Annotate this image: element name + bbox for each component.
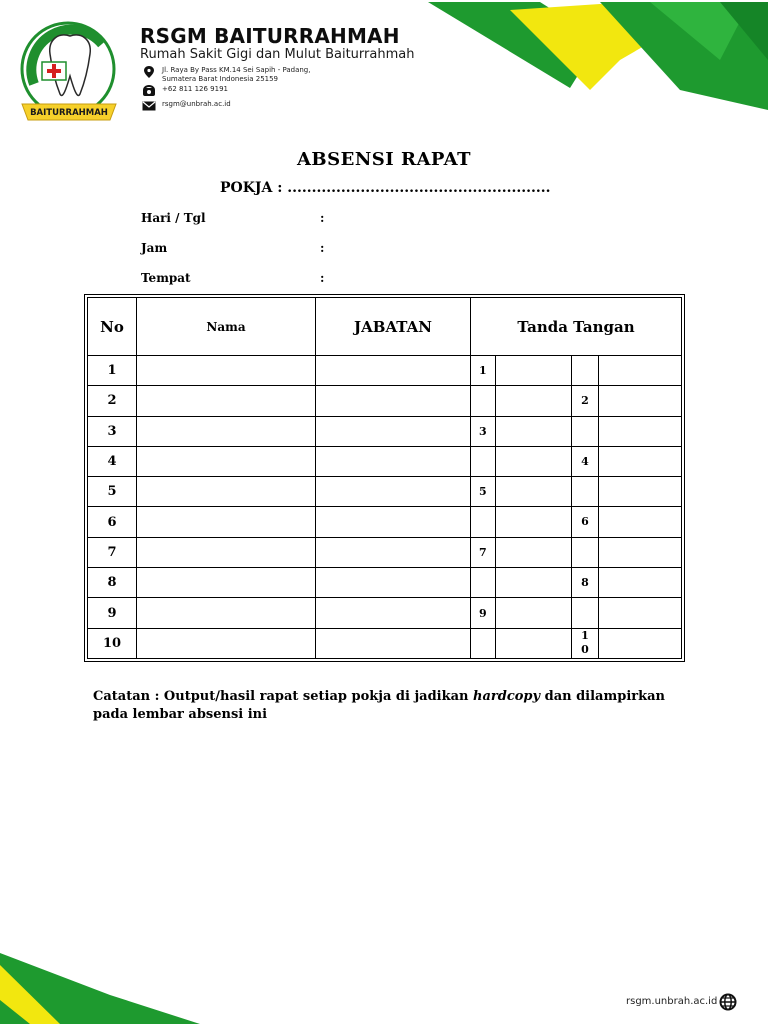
header-tanda-tangan: Tanda Tangan	[471, 298, 682, 356]
signature-right-cell[interactable]	[599, 477, 682, 507]
jabatan-cell[interactable]	[316, 386, 471, 416]
jabatan-cell[interactable]	[316, 416, 471, 446]
address-line-1: Jl. Raya By Pass KM.14 Sei Sapih - Padang,	[162, 66, 311, 74]
signature-left-cell[interactable]	[496, 568, 572, 598]
signature-right-number: 2	[572, 386, 599, 416]
signature-left-number: 9	[471, 598, 496, 628]
org-name: RSGM BAITURRAHMAH	[140, 24, 400, 48]
signature-left-cell[interactable]	[496, 537, 572, 567]
jabatan-cell[interactable]	[316, 537, 471, 567]
signature-left-cell[interactable]	[496, 386, 572, 416]
note-italic: hardcopy	[473, 689, 541, 704]
org-subtitle: Rumah Sakit Gigi dan Mulut Baiturrahmah	[140, 47, 415, 62]
field-colon: :	[320, 211, 325, 225]
signature-right-cell[interactable]	[599, 356, 682, 386]
signature-left-number: 7	[471, 537, 496, 567]
row-number: 8	[88, 568, 137, 598]
signature-right-number	[572, 356, 599, 386]
note-suffix: dan dilampirkan pada lembar absensi ini	[93, 689, 665, 722]
envelope-icon	[142, 100, 156, 112]
attendance-table	[87, 297, 682, 659]
signature-left-cell[interactable]	[496, 446, 572, 476]
signature-right-number: 1 0	[572, 628, 599, 658]
signature-left-cell[interactable]	[496, 507, 572, 537]
signature-right-number	[572, 598, 599, 628]
signature-right-cell[interactable]	[599, 628, 682, 658]
email-address: rsgm@unbrah.ac.id	[162, 100, 231, 108]
row-number: 5	[88, 477, 137, 507]
row-number: 9	[88, 598, 137, 628]
row-number: 3	[88, 416, 137, 446]
table-row	[88, 507, 682, 537]
globe-icon	[719, 993, 737, 1011]
footer-corner-decoration	[0, 945, 230, 1024]
table-row	[88, 628, 682, 658]
signature-left-cell[interactable]	[496, 628, 572, 658]
jabatan-cell[interactable]	[316, 598, 471, 628]
nama-cell[interactable]	[137, 568, 316, 598]
signature-right-cell[interactable]	[599, 568, 682, 598]
phone-icon	[142, 85, 156, 97]
signature-left-number	[471, 507, 496, 537]
jabatan-cell[interactable]	[316, 568, 471, 598]
contact-email	[142, 100, 231, 112]
note-prefix: Catatan : Output/hasil rapat setiap pokja di jadikan	[93, 689, 474, 704]
table-header-row	[88, 298, 682, 356]
nama-cell[interactable]	[137, 356, 316, 386]
row-number: 4	[88, 446, 137, 476]
signature-right-number	[572, 477, 599, 507]
signature-right-cell[interactable]	[599, 537, 682, 567]
table-row	[88, 416, 682, 446]
table-row	[88, 477, 682, 507]
signature-left-number	[471, 386, 496, 416]
field-tempat	[141, 271, 325, 285]
field-hari-tgl	[141, 211, 325, 225]
signature-left-cell[interactable]	[496, 416, 572, 446]
contact-address	[142, 66, 310, 84]
table-row	[88, 537, 682, 567]
signature-left-number	[471, 568, 496, 598]
header-corner-decoration	[420, 0, 768, 110]
jabatan-cell[interactable]	[316, 507, 471, 537]
signature-right-cell[interactable]	[599, 386, 682, 416]
signature-left-number	[471, 446, 496, 476]
jabatan-cell[interactable]	[316, 628, 471, 658]
signature-right-number: 4	[572, 446, 599, 476]
signature-left-number	[471, 628, 496, 658]
signature-left-number: 1	[471, 356, 496, 386]
hospital-logo	[10, 14, 128, 132]
row-number: 6	[88, 507, 137, 537]
signature-right-cell[interactable]	[599, 598, 682, 628]
phone-number: +62 811 126 9191	[162, 85, 228, 93]
signature-right-number: 6	[572, 507, 599, 537]
header-no: No	[88, 298, 137, 356]
signature-right-number: 8	[572, 568, 599, 598]
field-label: Tempat	[141, 271, 191, 285]
svg-text:BAITURRAHMAH: BAITURRAHMAH	[30, 108, 108, 118]
field-colon: :	[320, 241, 325, 255]
jabatan-cell[interactable]	[316, 446, 471, 476]
signature-right-cell[interactable]	[599, 446, 682, 476]
location-pin-icon	[142, 66, 156, 78]
signature-left-number: 3	[471, 416, 496, 446]
field-jam	[141, 241, 325, 255]
row-number: 1	[88, 356, 137, 386]
signature-left-cell[interactable]	[496, 598, 572, 628]
signature-left-cell[interactable]	[496, 356, 572, 386]
nama-cell[interactable]	[137, 386, 316, 416]
table-row	[88, 386, 682, 416]
header-jabatan: JABATAN	[316, 298, 471, 356]
note-text	[93, 688, 673, 724]
field-label: Hari / Tgl	[141, 211, 206, 225]
jabatan-cell[interactable]	[316, 477, 471, 507]
table-row	[88, 446, 682, 476]
signature-right-number	[572, 416, 599, 446]
field-colon: :	[320, 271, 325, 285]
nama-cell[interactable]	[137, 477, 316, 507]
nama-cell[interactable]	[137, 416, 316, 446]
signature-right-cell[interactable]	[599, 416, 682, 446]
table-row	[88, 568, 682, 598]
row-number: 10	[88, 628, 137, 658]
table-row	[88, 598, 682, 628]
signature-left-number: 5	[471, 477, 496, 507]
nama-cell[interactable]	[137, 537, 316, 567]
pokja-field: POKJA : ......................................................	[220, 180, 551, 196]
jabatan-cell[interactable]	[316, 356, 471, 386]
field-label: Jam	[141, 241, 168, 255]
header-nama: Nama	[137, 298, 316, 356]
signature-right-number	[572, 537, 599, 567]
table-row	[88, 356, 682, 386]
nama-cell[interactable]	[137, 446, 316, 476]
attendance-table-frame	[84, 294, 685, 662]
row-number: 2	[88, 386, 137, 416]
contact-phone	[142, 85, 228, 97]
nama-cell[interactable]	[137, 507, 316, 537]
nama-cell[interactable]	[137, 598, 316, 628]
signature-right-cell[interactable]	[599, 507, 682, 537]
nama-cell[interactable]	[137, 628, 316, 658]
form-title: ABSENSI RAPAT	[296, 149, 472, 170]
address-line-2: Sumatera Barat Indonesia 25159	[162, 75, 279, 83]
row-number: 7	[88, 537, 137, 567]
signature-left-cell[interactable]	[496, 477, 572, 507]
footer-url: rsgm.unbrah.ac.id	[626, 996, 718, 1007]
